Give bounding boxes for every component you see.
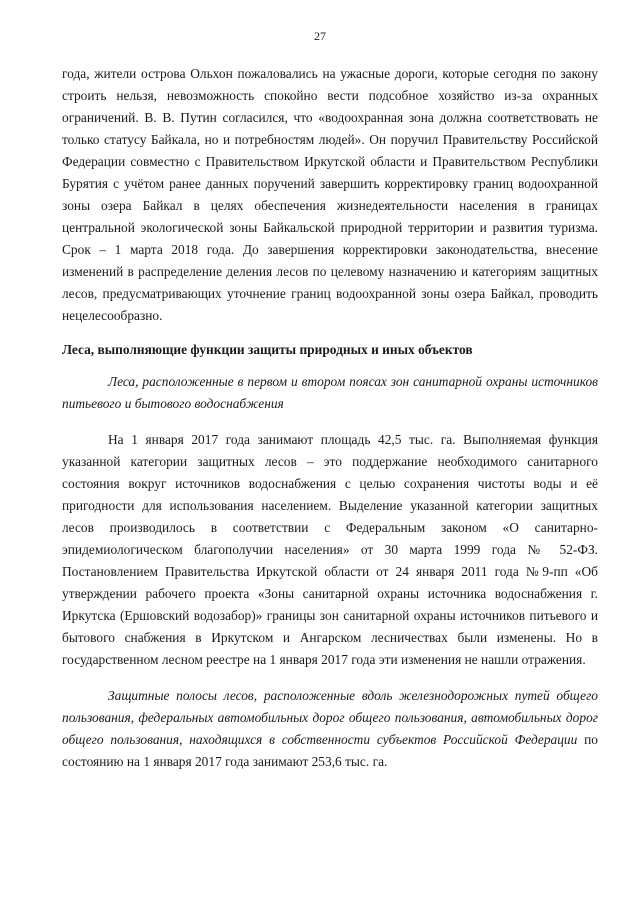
subheading-sanitary-zones: Леса, расположенные в первом и втором поясах зон санитарной охраны источников питьевого и бытового водоснабжения	[62, 374, 598, 411]
protective-strips-regular-text: по состоянию на 1 января 2017 года занимают 253,6 тыс. га.	[62, 732, 598, 769]
paragraph-sanitary-zones: На 1 января 2017 года занимают площадь 42,5 тыс. га. Выполняемая функция указанной категории защитных лесов – это поддержание необходимого санитарного состояния вокруг источников водоснабжения с целью сохранения чистоты воды и её пригодности для использования населением. Выделение указанной категории защитных лесов производилось в соответствии с Федеральным законом «О санитарно-эпидемиологическом благополучии населения» от 30 марта 1999 года № 52-ФЗ. Постановлением Правительства Иркутской области от 24 января 2011 года №9-пп «Об утверждении рабочего проекта «Зоны санитарной охраны источника водоснабжения г. Иркутска (Ершовский водозабор)» границы зон санитарной охраны источников питьевого и бытового снабжения в Иркутском и Ангарском лесничествах были изменены. Но в государственном лесном реестре на 1 января 2017 года эти изменения не нашли отражения.	[62, 432, 598, 667]
paragraph-intro: года, жители острова Ольхон пожаловались на ужасные дороги, которые сегодня по закону строить нельзя, невозможность спокойно вести подсобное хозяйство из-за охранных ограничений. В. В. Путин согласился, что «водоохранная зона должна соответствовать не только статусу Байкала, но и потребностям людей». Он поручил Правительству Российской Федерации совместно с Правительством Иркутской области и Правительством Республики Бурятия с учётом ранее данных поручений завершить корректировку границ водоохранной зоны озера Байкал в целях обеспечения жизнедеятельности населения в границах центральной экологической зоны Байкальской природной территории и развития туризма. Срок – 1 марта 2018 года. До завершения корректировки законодательства, внесение изменений в распределение деления лесов по целевому назначению и категориям защитных лесов, предусматривающих уточнение границ водоохранной зоны озера Байкал, проводить нецелесообразно.	[62, 66, 598, 323]
page-number: 27	[314, 29, 326, 43]
paragraph-protective-strips	[62, 685, 598, 773]
protective-strips-italic-text: Защитные полосы лесов, расположенные вдоль железнодорожных путей общего пользования, федеральных автомобильных дорог общего пользования, автомобильных дорог общего пользования, находящихся в собственности субъектов Российской Федерации	[62, 688, 598, 747]
section-heading: Леса, выполняющие функции защиты природных и иных объектов	[62, 342, 473, 357]
document-body	[62, 63, 598, 787]
